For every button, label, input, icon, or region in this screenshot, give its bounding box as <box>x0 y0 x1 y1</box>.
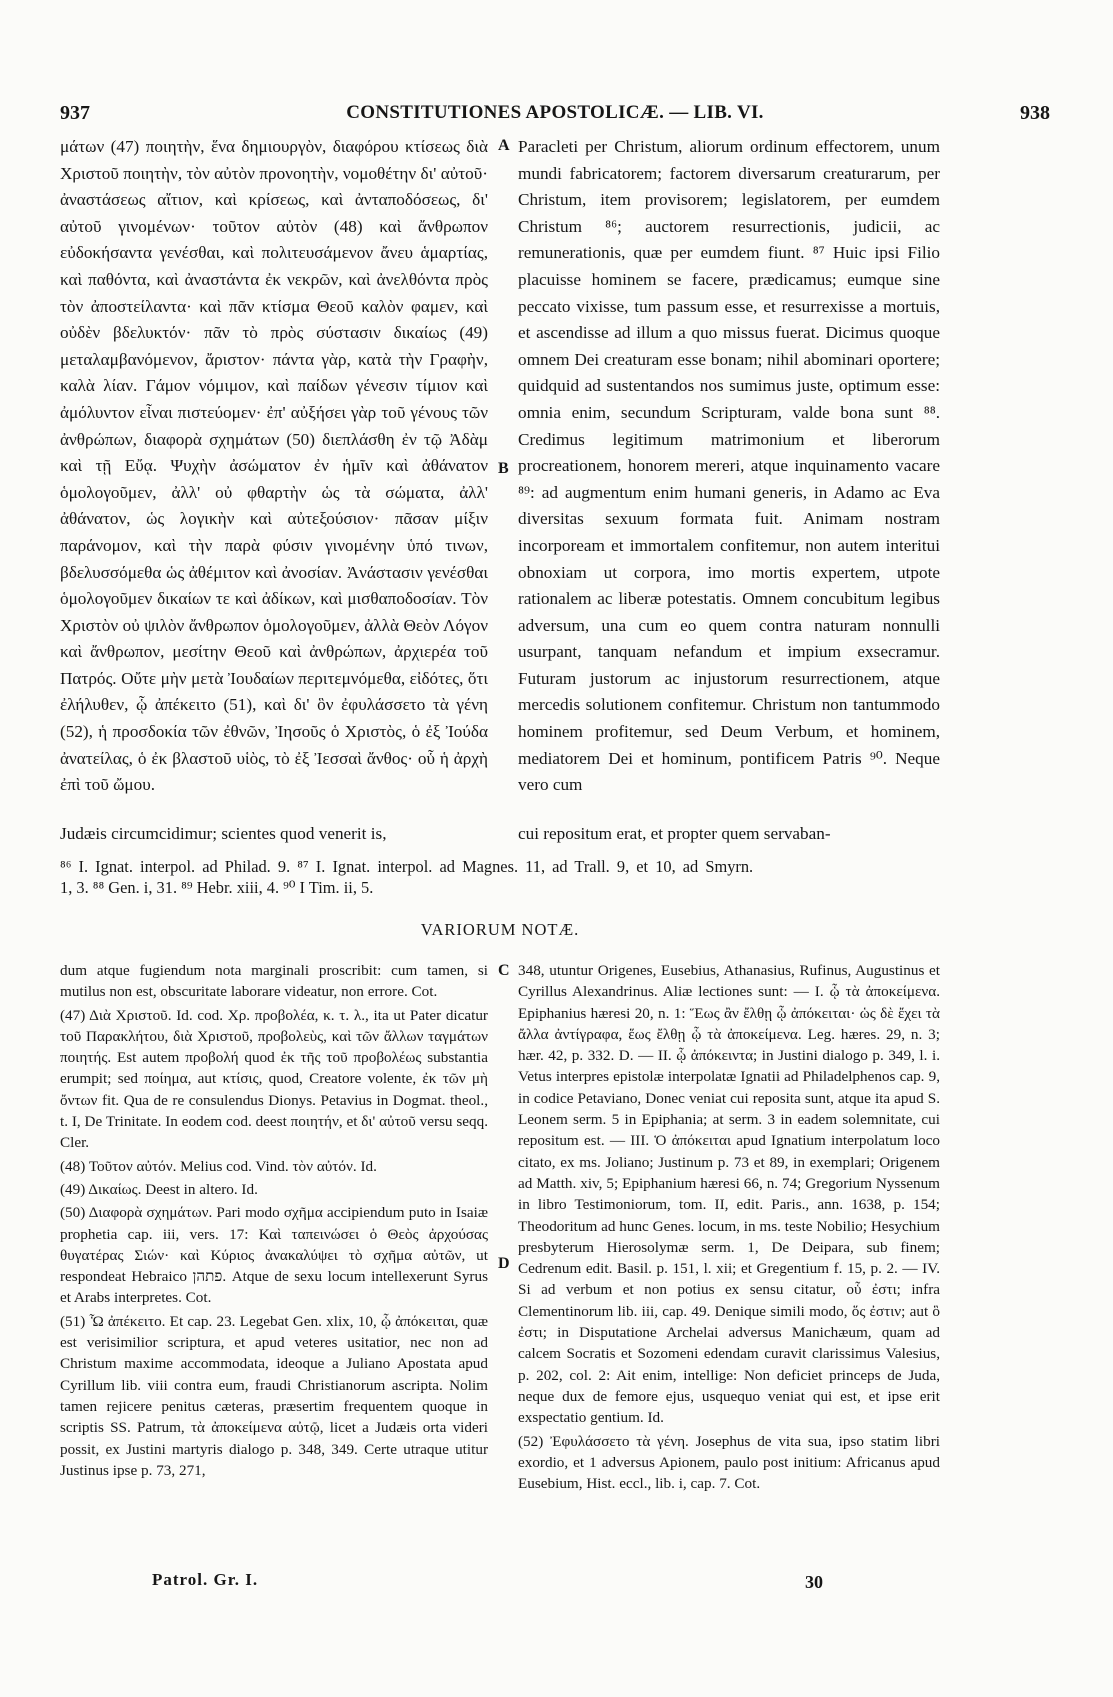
greek-text: μάτων (47) ποιητὴν, ἕνα δημιουργὸν, διαφόρου κτίσεως διὰ Χριστοῦ ποιητὴν, τὸν αὐτὸν προνοητὴν, νομοθέτην δι' αὐτοῦ· ἀναστάσεως αἴτιον, καὶ κρίσεως, καὶ ἀνταποδόσεως, δι' αὐτοῦ γινομένων· τοῦτον αὐτὸν (48) καὶ ἄνθρωπον εὐδοκήσαντα γενέσθαι, καὶ πολιτευσάμενον ἄνευ ἁμαρτίας, καὶ παθόντα, καὶ ἀναστάντα ἐκ νεκρῶν, καὶ ἀνελθόντα πρὸς τὸν ἀποστείλαντα· καὶ πᾶν κτίσμα Θεοῦ καλὸν φαμεν, καὶ οὐδὲν βδελυκτόν· πᾶν τὸ πρὸς σύστασιν δικαίως (49) μεταλαμβανόμενον, ἄριστον· πάντα γὰρ, κατὰ τὴν Γραφὴν, καλὰ λίαν. Γάμον νόμιμον, καὶ παίδων γένεσιν τίμιον καὶ ἀμόλυντον εἶναι πιστεύομεν· ἐπ' αὐξήσει γὰρ τοῦ γένους τῶν ἀνθρώπων, διαφορὰ σχημάτων (50) διεπλάσθη ἐν τῷ Ἀδὰμ καὶ τῇ Εὔᾳ. Ψυχὴν ἀσώματον ἐν ἡμῖν καὶ ἀθάνατον ὁμολογοῦμεν, ἀλλ' οὐ φθαρτὴν ὡς τὰ σώματα, ἀλλ' ἀθάνατον, ὡς λογικὴν καὶ αὐτεξούσιον· πᾶσαν μίξιν παράνομον, καὶ τὴν παρὰ φύσιν γινομένην ὑπό τινων, βδελυσσόμεθα ὡς ἀθέμιτον καὶ ἀνοσίαν. Ἀνάστασιν γενέσθαι ὁμολογοῦμεν δικαίων τε καὶ ἀδίκων, καὶ μισθαποδοσίαν. Τὸν Χριστὸν οὐ ψιλὸν ἄνθρωπον ὁμολογοῦμεν, ἀλλὰ Θεὸν Λόγον καὶ ἄνθρωπον, μεσίτην Θεοῦ καὶ ἀνθρώπων, ἀρχιερέα τοῦ Πατρός. Οὔτε μὴν μετὰ Ἰουδαίων περιτεμνόμεθα, εἰδότες, ὅτι ἐλήλυθεν, ᾧ ἀπέκειτο (51), καὶ δι' ὃν ἐφυλάσσετο τὰ γένη (52), ἡ προσδοκία τῶν ἐθνῶν, Ἰησοῦς ὁ Χριστὸς, ὁ ἐξ Ἰούδα ἀνατείλας, ὁ ἐκ βλαστοῦ υἱὸς, τὸ ἐξ Ἰεσσαὶ ἄνθος· οὗ ἡ ἀρχὴ ἐπὶ τοῦ ὤμου. <box>60 137 488 795</box>
running-title: CONSTITUTIONES APOSTOLICÆ. — LIB. VI. <box>346 102 764 123</box>
margin-letter-c: C <box>498 962 510 979</box>
note-paragraph: (51) Ὧ ἀπέκειτο. Et cap. 23. Legebat Gen. xlix, 10, ᾧ ἀπόκειται, quæ est verisimilior scriptura, et apud veteres usitatior, nec non ad Christum maxime accommodata, ideoque a Juliano Apostata apud Cyrillum lib. viii contra eum, fraudi Christianorum ascripta. Nolim tamen rejicere penitus cæteras, præsertim frequentem quoque in scriptis SS. Patrum, τὰ ἀποκείμενα αὐτῷ, licet a Judæis orta videri possit, ex Justini martyris dialogo p. 348, 349. Certe utraque utitur Justinus ipse p. 73, 271, <box>60 1312 488 1479</box>
note-paragraph: 348, utuntur Origenes, Eusebius, Athanasius, Rufinus, Augustinus et Cyrillus Alexandrinus. Aliæ lectiones sunt: — I. ᾧ τὰ ἀποκείμενα. Epiphanius hæresi 20, n. 1: Ἕως ἂν ἔλθῃ ᾧ ἀπόκειται· ὡς δὲ ἔχει τὰ ἄλλα ἀντίγραφα, ἕως ἔλθῃ ᾧ τὰ ἀποκείμενα. Leg. hæres. 29, n. 3; hær. 42, p. 332. D. — II. ᾧ ἀπόκειντα; in Justini dialogo p. 349, l. i. Vetus interpres epistolæ interpolatæ Ignatii ad Philadelphenos cap. 9, in codice Petaviano, Donec veniat cui reposita sunt, atque ita apud S. Leonem serm. 5 in Epiphania; at serm. 3 in eadem solemnitate, cui repositum est. — III. Ὁ ἀπόκειται apud Ignatium interpolatum loco citato, ex ms. Joliano; Justinum p. 73 et 89, in exemplari; Origenem ad Matth. xiv, 5; Epiphanium hæresi 66, n. 74; Gregorium Nyssenum in libro Testimoniorum, tom. II, edit. Paris., ann. 1638, p. 154; Theodoritum ad hunc Genes. locum, in ms. teste Nobilio; Hesychium presbyterum Hierosolymæ serm. 1, De Deipara, sub finem; Cedrenum edit. Basil. p. 151, l. xii; et Gregentium f. 15, p. 2. — IV. Si ad verbum et non potius ex sensu citatur, οὗ ἐστι; infra Clementinorum lib. iii, cap. 49. Denique simili modo, ὅς ἐστιν; aut ὃ ἐστι; in Disputatione Archelai adversus Manichæum, quam ad calcem Socratis et Sozomeni edendam curavit clarissimus Valesius, p. 202, col. 2: Ait enim, intellige: Non deficiet princeps de Juda, neque dux de femore ejus, usquequo veniat qui est, et ipse erit exspectatio gentium. Id. <box>518 962 940 1427</box>
greek-text-column <box>60 134 488 799</box>
notes-left-column <box>60 960 488 1483</box>
notes-right-column <box>518 960 940 1496</box>
note-paragraph: (50) Διαφορὰ σχημάτων. Pari modo σχῆμα accipiendum puto in Isaiæ prophetia cap. iii, vers. 17: Καὶ ταπεινώσει ὁ Θεὸς ἀρχούσας θυγατέρας Σιών· καὶ Κύριος ἀνακαλύψει τὸ σχῆμα αὐτῶν, ut respondeat Hebraico פתהן. Atque de sexu locum intellexerunt Syrus et Arabs interpretes. Cot. <box>60 1204 488 1307</box>
margin-letter-a: A <box>498 137 510 154</box>
page-number-right: 938 <box>1020 102 1050 124</box>
margin-letter-b: B <box>498 460 509 477</box>
scripture-footnotes <box>60 856 940 898</box>
page-number-left: 937 <box>60 102 90 124</box>
note-paragraph: (49) Δικαίως. Deest in altero. Id. <box>60 1180 258 1198</box>
latin-text: Paracleti per Christum, aliorum ordinum effectorem, unum mundi fabricatorem; factorem diversarum creaturarum, per Christum, item provisorem; legislatorem, per eumdem Christum ⁸⁶; auctorem resurrectionis, judicii, ac remunerationis, quæ per eumdem fiunt. ⁸⁷ Huic ipsi Filio placuisse hominem se facere, prædicamus; eumque sine peccato vixisse, tum passum esse, et resurrexisse a mortuis, et ascendisse ad illum a quo missus fuerat. Dicimus quoque omnem Dei creaturam esse bonam; nihil abominari oportere; quidquid ad sustentandos nos sumimus juste, optimum esse: omnia enim, secundum Scripturam, valde bona sunt ⁸⁸. Credimus legitimum matrimonium et liberorum procreationem, honorem mereri, atque inquinamento vacare ⁸⁹: ad augmentum enim humani generis, in Adamo ac Eva diversitas sexuum formata fuit. Animam nostram incorpoream et immortalem confitemur, non autem interitui obnoxiam ut corpora, imo mortis expertem, utpote rationalem ac liberæ potestatis. Omnem concubitum legibus adversum, una cum eo quem contra naturam nonnulli usurpant, tanquam nefandum et impium exsecramur. Futuram justorum ac injustorum resurrectionem, atque mercedis solutionem confitemur. Christum non tantummodo hominem profitemur, sed Deum Verbum, et hominem, mediatorem Dei et hominum, pontificem Patris ⁹⁰. Neque vero cum <box>518 137 940 795</box>
spanning-line-right: cui repositum erat, et propter quem servaban- <box>518 824 831 843</box>
margin-letter-d: D <box>498 1255 510 1272</box>
note-paragraph: (47) Διὰ Χριστοῦ. Id. cod. Χρ. προβολέα, κ. τ. λ., ita ut Pater dicatur τοῦ Παρακλήτου, διὰ Χριστοῦ, προβολεὺς, καὶ τῶν ἄλλων ταγμάτων ποιητής. Est autem προβολή quod ἐκ τῆς τοῦ προβολέως substantia erumpit; sed ποίημα, aut κτίσις, quod, Creatore volente, ἐκ τῶν μὴ ὄντων fit. Qua de re consulendus Dionys. Petavius in Dogmat. theol., t. I, De Trinitate. In eodem cod. deest ποιητήν, et δι' αὐτοῦ versu seqq. Cler. <box>60 1006 488 1152</box>
latin-text-column <box>518 134 940 799</box>
running-header <box>60 102 1050 128</box>
signature-mark: Patrol. Gr. I. <box>152 1570 259 1589</box>
spanning-line-left: Judæis circumcidimur; scientes quod venerit is, <box>60 824 387 843</box>
footnote-line-1: ⁸⁶ I. Ignat. interpol. ad Philad. 9. ⁸⁷ I. Ignat. interpol. ad Magnes. 11, ad Trall. 9, et 10, ad Smyrn. <box>60 857 754 876</box>
note-paragraph: dum atque fugiendum nota marginali proscribit: cum tamen, si mutilus non est, obscuritate laborare videatur, non errore. Cot. <box>60 962 488 1001</box>
sheet-number: 30 <box>805 1572 823 1592</box>
note-paragraph: (48) Τοῦτον αὐτόν. Melius cod. Vind. τὸν αὐτόν. Id. <box>60 1157 377 1175</box>
note-paragraph: (52) Ἐφυλάσσετο τὰ γένη. Josephus de vita sua, ipso statim libri exordio, et 1 adversus Apionem, paulo post initium: Africanus apud Eusebium, Hist. eccl., lib. i, cap. 7. Cot. <box>518 1432 940 1493</box>
footnote-line-2: 1, 3. ⁸⁸ Gen. i, 31. ⁸⁹ Hebr. xiii, 4. ⁹⁰ I Tim. ii, 5. <box>60 878 374 897</box>
notes-section-title: VARIORUM NOTÆ. <box>420 920 580 939</box>
